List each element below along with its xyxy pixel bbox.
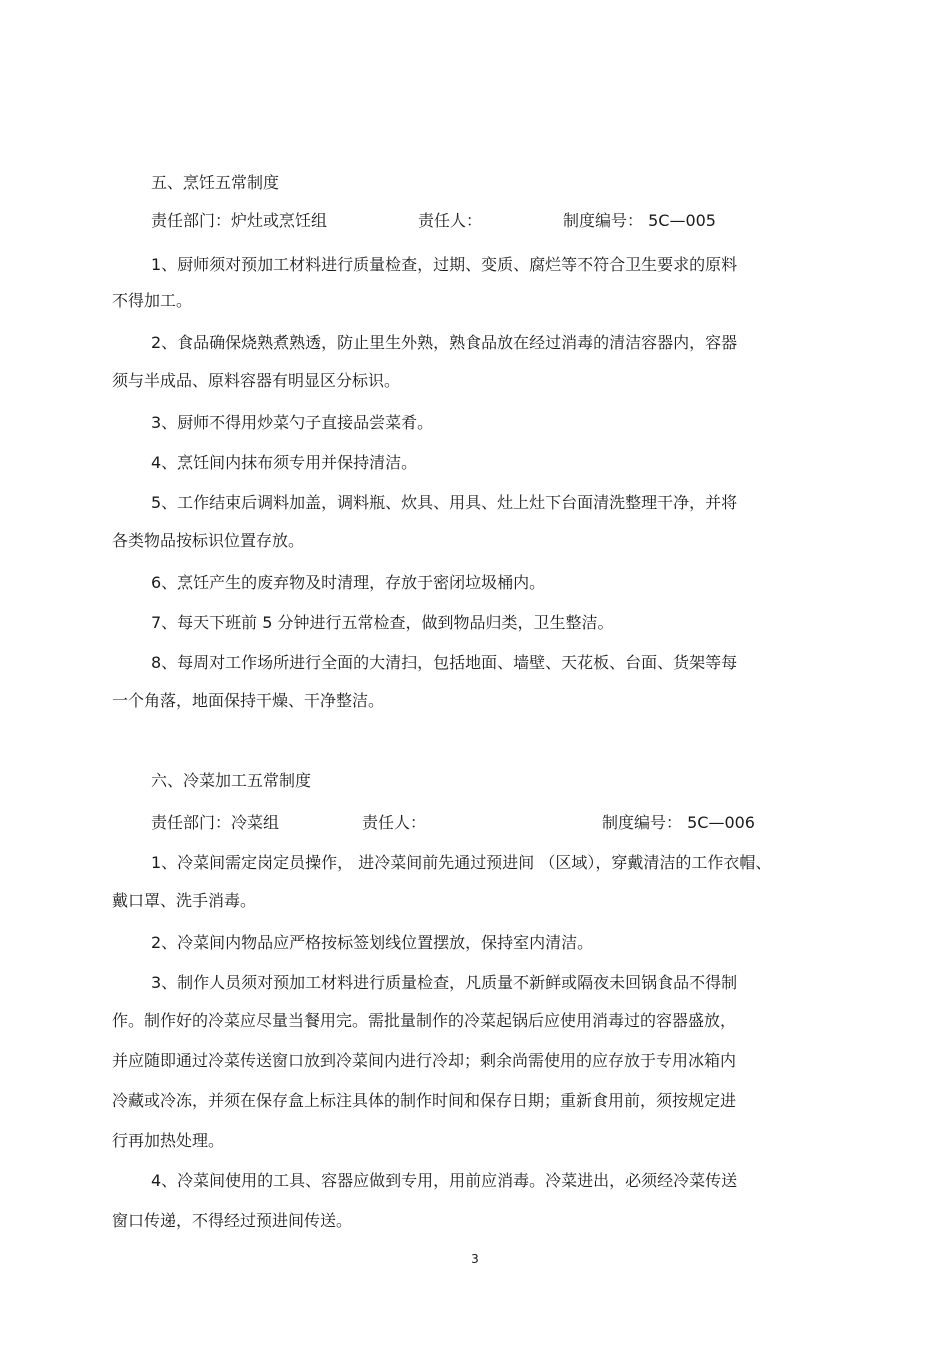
section-meta [0, 813, 950, 833]
paragraph-line: 不得加工。 [112, 291, 193, 310]
paragraph-line: 3、制作人员须对预加工材料进行质量检查，凡质量不新鲜或隔夜未回锅食品不得制 [151, 973, 738, 992]
paragraph-line: 作。制作好的冷菜应尽量当餐用完。需批量制作的冷菜起锅后应使用消毒过的容器盛放， [112, 1011, 737, 1030]
paragraph-line: 冷藏或冷冻，并须在保存盒上标注具体的制作时间和保存日期；重新食用前，须按规定进 [112, 1091, 737, 1110]
paragraph-line: 并应随即通过冷菜传送窗口放到冷菜间内进行冷却；剩余尚需使用的应存放于专用冰箱内 [112, 1051, 737, 1070]
responsible-person: 责任人： [362, 813, 427, 832]
section-title: 六、冷菜加工五常制度 [151, 771, 312, 790]
paragraph-line: 7、每天下班前 5 分钟进行五常检查，做到物品归类，卫生整洁。 [151, 613, 614, 632]
paragraph-line: 3、厨师不得用炒菜勺子直接品尝菜肴。 [151, 413, 434, 432]
paragraph-line: 各类物品按标识位置存放。 [112, 531, 305, 550]
responsible-dept: 责任部门：冷菜组 [151, 813, 280, 832]
paragraph-line: 行再加热处理。 [112, 1131, 225, 1150]
responsible-person: 责任人： [418, 211, 483, 230]
paragraph-line: 2、冷菜间内物品应严格按标签划线位置摆放，保持室内清洁。 [151, 933, 594, 952]
section-title: 五、烹饪五常制度 [151, 173, 280, 192]
paragraph-line: 一个角落，地面保持干燥、干净整洁。 [112, 691, 385, 710]
paragraph-line: 6、烹饪产生的废弃物及时清理，存放于密闭垃圾桶内。 [151, 573, 546, 592]
paragraph-line: 1、厨师须对预加工材料进行质量检查，过期、变质、腐烂等不符合卫生要求的原料 [151, 255, 738, 274]
responsible-dept: 责任部门：炉灶或烹饪组 [151, 211, 328, 230]
paragraph-line: 4、烹饪间内抹布须专用并保持清洁。 [151, 453, 418, 472]
regulation-code: 制度编号： 5C—005 [563, 211, 716, 230]
page-number: 3 [471, 1252, 479, 1266]
paragraph-line: 戴口罩、洗手消毒。 [112, 891, 257, 910]
paragraph-line: 8、每周对工作场所进行全面的大清扫，包括地面、墙壁、天花板、台面、货架等每 [151, 653, 738, 672]
section-meta [0, 211, 950, 231]
regulation-code: 制度编号： 5C—006 [602, 813, 755, 832]
paragraph-line: 窗口传递，不得经过预进间传送。 [112, 1211, 353, 1230]
paragraph-line: 5、工作结束后调料加盖，调料瓶、炊具、用具、灶上灶下台面清洗整理干净，并将 [151, 493, 738, 512]
paragraph-line: 2、食品确保烧熟煮熟透，防止里生外熟，熟食品放在经过消毒的清洁容器内，容器 [151, 333, 738, 352]
paragraph-line: 4、冷菜间使用的工具、容器应做到专用，用前应消毒。冷菜进出，必须经冷菜传送 [151, 1171, 738, 1190]
paragraph-line: 须与半成品、原料容器有明显区分标识。 [112, 371, 401, 390]
paragraph-line: 1、冷菜间需定岗定员操作， 进冷菜间前先通过预进间 （区域），穿戴清洁的工作衣帽、 [151, 853, 772, 872]
